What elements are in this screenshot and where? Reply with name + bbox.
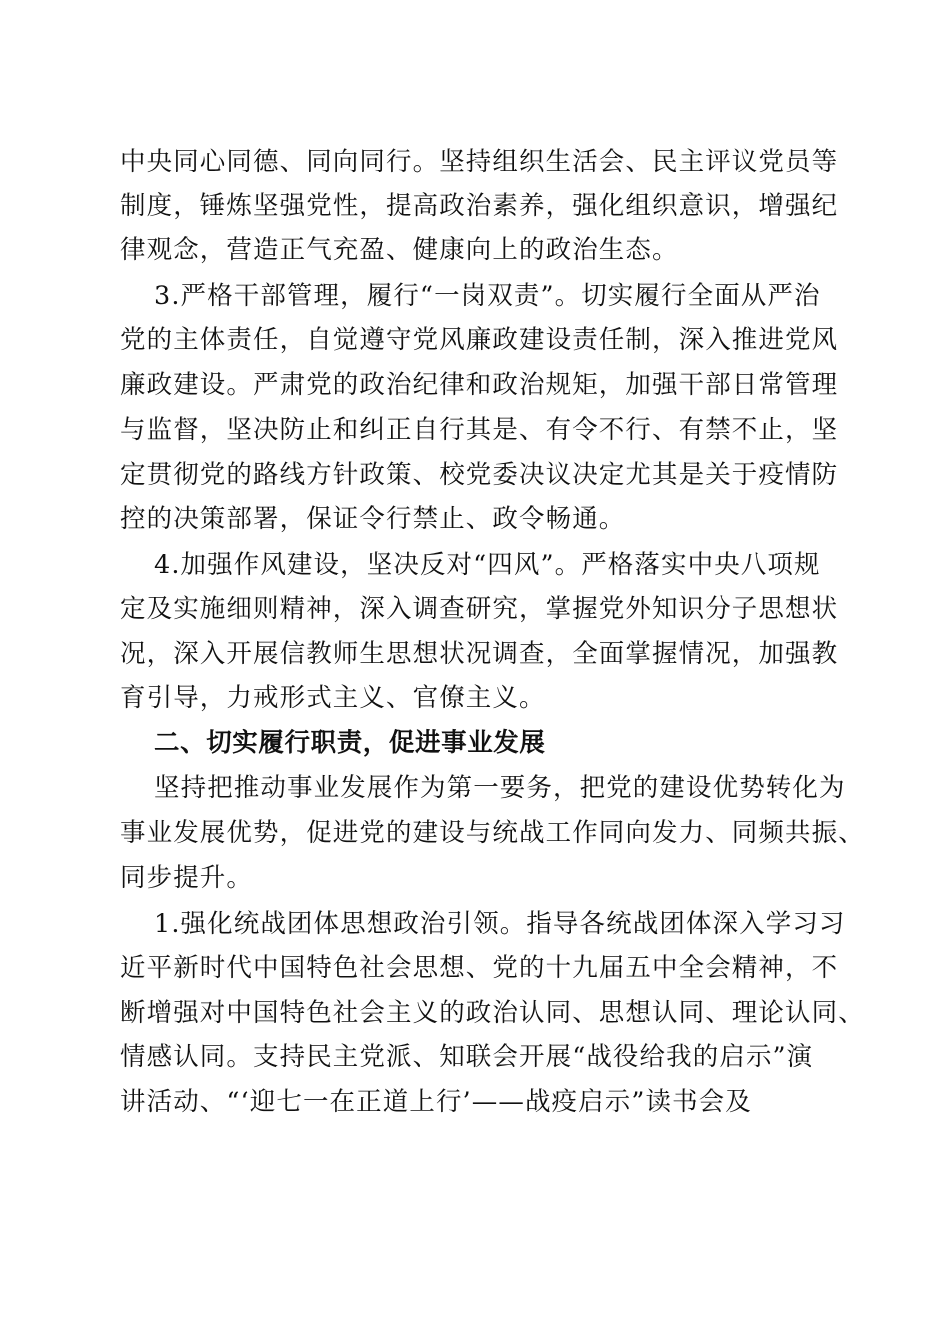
text-line: 定贯彻党的路线方针政策、校党委决议决定尤其是关于疫情防: [120, 460, 839, 490]
text-line: 党的主体责任，自觉遵守党风廉政建设责任制，深入推进党风: [120, 325, 839, 355]
text-line: 与监督，坚决防止和纠正自行其是、有令不行、有禁不止，坚: [120, 415, 839, 445]
text-line: 廉政建设。严肃党的政治纪律和政治规矩，加强干部日常管理: [120, 370, 839, 400]
text-line: 同步提升。: [120, 863, 254, 893]
text-line: 况，深入开展信教师生思想状况调查，全面掌握情况，加强教: [120, 639, 839, 669]
text-line: 控的决策部署，保证令行禁止、政令畅通。: [120, 504, 626, 534]
text-line: 断增强对中国特色社会主义的政治认同、思想认同、理论认同、: [120, 998, 865, 1028]
text-line: 事业发展优势，促进党的建设与统战工作同向发力、同频共振、: [120, 818, 865, 848]
text-line: 育引导，力戒形式主义、官僚主义。: [120, 683, 546, 713]
section-intro-start: 坚持把推动事业发展作为第一要务，把党的建设优势转化为: [154, 773, 846, 803]
text-line: 讲活动、“‘迎七一在正道上行’——战疫启示”读书会及: [120, 1087, 752, 1117]
text-line: 近平新时代中国特色社会思想、党的十九届五中全会精神，不: [120, 953, 839, 983]
text-line: 情感认同。支持民主党派、知联会开展“战役给我的启示”演: [120, 1042, 814, 1072]
paragraph-3-start: 3.严格干部管理，履行“一岗双责”。切实履行全面从严治: [154, 281, 821, 311]
text-line: 制度，锤炼坚强党性，提高政治素养，强化组织意识，增强纪: [120, 191, 839, 221]
paragraph-4-start: 4.加强作风建设，坚决反对“四风”。严格落实中央八项规: [154, 550, 821, 580]
text-line: 中央同心同德、同向同行。坚持组织生活会、民主评议党员等: [120, 147, 839, 177]
section-heading: 二、切实履行职责，促进事业发展: [154, 728, 546, 758]
text-line: 定及实施细则精神，深入调查研究，掌握党外知识分子思想状: [120, 594, 839, 624]
paragraph-1-start: 1.强化统战团体思想政治引领。指导各统战团体深入学习习: [154, 909, 846, 939]
text-line: 律观念，营造正气充盈、健康向上的政治生态。: [120, 235, 679, 265]
